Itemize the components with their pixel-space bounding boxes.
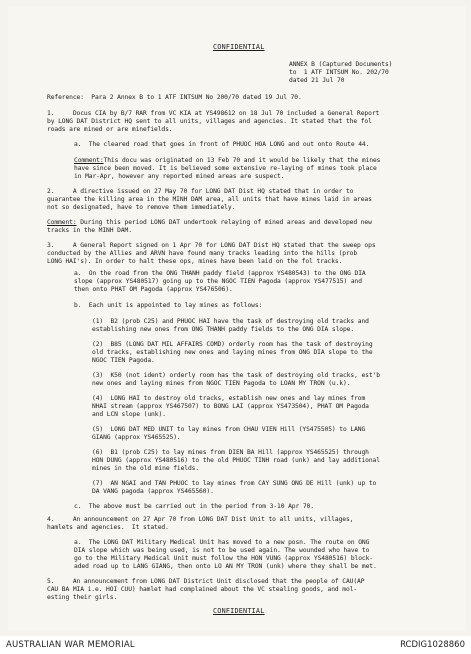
body-line: DA VANG pagoda (approx YS465560).: [92, 488, 214, 495]
comment-label: Comment:: [47, 219, 77, 226]
body-line: 2. A directive issued on 27 May 70 for LONG DAT Dist HQ stated that in order to: [47, 188, 354, 195]
body-line: (7) AN NGAI and TAN PHUOC to lay mines from CAY SUNG ONG DE Hill (unk) up to: [92, 480, 377, 487]
body-line: GIANG (approx YS465525).: [92, 434, 181, 441]
archive-footer: [0, 636, 471, 654]
annex-line-1: ANNEX B (Captured Documents): [289, 61, 393, 68]
body-line: new ones and laying mines from NGOC TIEN Pagoda to LOAN MY TRON (u.k).: [92, 380, 351, 387]
body-line: 1. Docus CIA by B/7 RAR from VC KIA at YS498612 on 18 Jul 70 included a General Report: [47, 110, 380, 117]
reference-line: Reference: Para 2 Annex B to 1 ATF INTSUM No 200/70 dated 19 Jul 70.: [47, 94, 302, 101]
body-line: DIA slope which was being used, is not to be used again. The wounded who have to: [74, 547, 370, 554]
body-line: HON DUNG (approx YS480516) to the old PHUOC TINH road (unk) and lay additional: [92, 457, 380, 464]
body-line: old tracks, establishing new ones and laying mines from ONG DIA slope to the: [92, 349, 373, 356]
comment-text: During this period LONG DAT undertook relaying of mined areas and developed new: [76, 219, 372, 226]
comment-line: [74, 157, 380, 164]
body-line: esting their girls.: [47, 594, 118, 601]
body-line: have since been moved. It is believed some extensive re-laying of mines took place: [74, 165, 377, 172]
body-line: and LCN slope (unk).: [92, 411, 166, 418]
comment-line: [47, 219, 372, 226]
body-line: tracks in the MINH DAM.: [47, 227, 132, 234]
body-line: hamlets and agencies. It stated.: [47, 524, 169, 531]
body-line: 5. An announcement from LONG DAT District Unit disclosed that the people of CAU(AP: [47, 578, 365, 585]
comment-label: Comment:: [74, 157, 104, 164]
body-line: a. The cleared road that goes in front of PHUOC HOA LONG and out onto Route 44.: [74, 141, 370, 148]
body-line: roads are mined or are minefields.: [47, 126, 173, 133]
body-line: (1) B2 (prob C25) and PHUOC HAI have the task of destroying old tracks and: [92, 318, 369, 325]
body-line: establishing new ones from ONG THANH paddy fields to the ONG DIA slope.: [92, 326, 355, 333]
body-line: c. The above must be carried out in the period from 3-10 Apr 70.: [74, 503, 314, 510]
body-line: by LONG DAT District HQ sent to all units, villages and agencies. It stated that the fol: [47, 118, 372, 125]
body-line: NGOC TIEN Pagoda.: [92, 357, 155, 364]
body-line: go to the Military Medical Unit must follow the HON VUNG (approx YS480516) block-: [74, 555, 373, 562]
body-line: CAU BA MIA i.e. HOI CUU) hamlet had complained about the VC stealing goods, and mol-: [47, 586, 358, 593]
classification-top: CONFIDENTIAL: [213, 43, 265, 51]
body-line: 3. A General Report signed on 1 Apr 70 for LONG DAT Dist HQ stated that the sweep ops: [47, 242, 376, 249]
body-line: (4) LONG HAI to destroy old tracks, establish new ones and lay mines from: [92, 395, 366, 402]
body-line: slope (approx YS480517) going up to the NGOC TIEN Pagoda (approx YS477515) and: [74, 278, 362, 285]
body-line: conducted by the Allies and ARVN have found many tracks leading into the hills (prob: [47, 250, 358, 257]
body-line: guarantee the killing area in the MINH DAM area, all units that have mines laid in areas: [47, 196, 372, 203]
body-line: NHAI stream (approx YS467507) to BONG LAI (approx YS473504), PHAT OM Pagoda: [92, 403, 369, 410]
body-line: LONG HAI's). In order to halt these ops, mines have been laid on the fol tracks.: [47, 258, 343, 265]
body-line: not so designated, have to remove them immediately.: [47, 204, 236, 211]
body-line: then onto PHAT OM Pagoda (approx YS476506).: [74, 286, 233, 293]
body-line: mines in the old mine fields.: [92, 465, 200, 472]
annex-line-3: dated 21 Jul 70: [289, 77, 345, 84]
body-line: (6) B1 (prob C25) to lay mines from DIEN BA Hill (approx YS465525) through: [92, 449, 369, 456]
annex-line-2: to 1 ATF INTSUM No. 202/70: [289, 69, 389, 76]
document-page: [8, 6, 466, 631]
archive-record-id: RCDIG1028860: [400, 640, 465, 650]
body-line: a. The LONG DAT Military Medical Unit has moved to a new posn. The route on ONG: [74, 539, 370, 546]
body-line: aded road up to LANG GIANG, then onto LO AN MY TRON (unk) where they shall be met.: [74, 563, 377, 570]
archive-name: AUSTRALIAN WAR MEMORIAL: [6, 640, 135, 650]
body-line: a. On the road from the ONG THANH paddy field (approx YS480543) to the ONG DIA: [74, 270, 366, 277]
comment-text: This docu was originated on 13 Feb 70 and it would be likely that the mines: [103, 157, 381, 164]
body-line: b. Each unit is appointed to lay mines as follows:: [74, 302, 263, 309]
body-line: (2) B85 (LONG DAT MIL AFFAIRS COMD) orderly room has the task of destroying: [92, 341, 373, 348]
classification-bottom: CONFIDENTIAL: [213, 607, 265, 615]
body-line: 4. An announcement on 27 Apr 70 from LONG DAT Dist Unit to all units, villages,: [47, 516, 354, 523]
body-line: in Mar-Apr, however any reported mined areas are suspect.: [74, 173, 285, 180]
body-line: (3) K50 (not ident) orderly room has the task of destroying old tracks, est'b: [92, 372, 380, 379]
body-line: (5) LONG DAT MED UNIT to lay mines from CHAU VIEN Hill (YS475505) to LANG: [92, 426, 366, 433]
